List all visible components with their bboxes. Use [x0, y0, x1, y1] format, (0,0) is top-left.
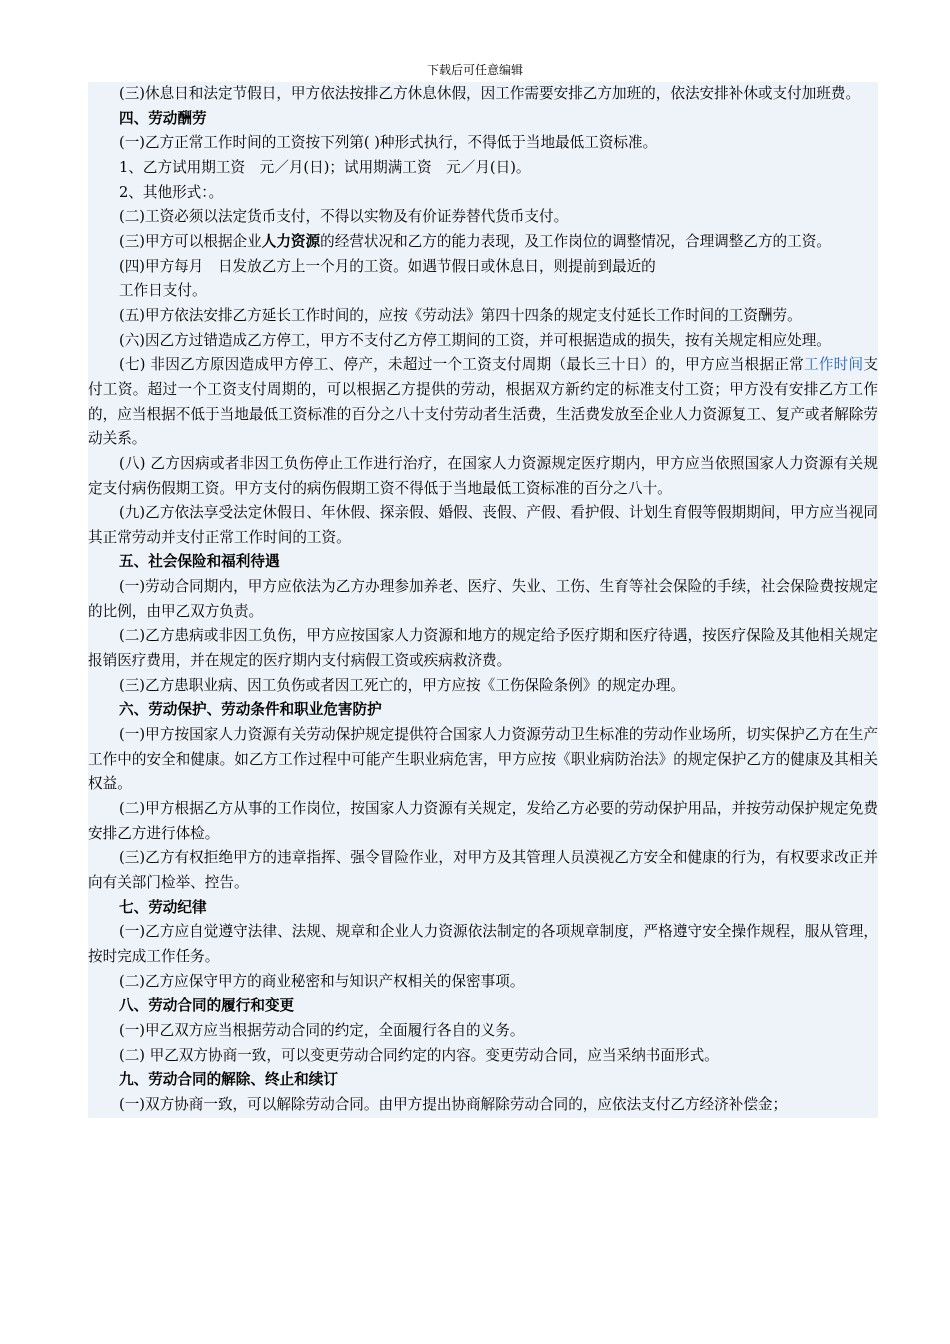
paragraph: (二)工资必须以法定货币支付，不得以实物及有价证券替代货币支付。	[119, 208, 569, 226]
paragraph: (一)甲乙双方应当根据劳动合同的约定，全面履行各自的义务。	[119, 1021, 525, 1039]
paragraph: (一)乙方正常工作时间的工资按下列第( )种形式执行，不得低于当地最低工资标准。	[119, 134, 658, 152]
paragraph: 工作日支付。	[119, 282, 207, 300]
paragraph	[88, 353, 878, 452]
paragraph: (三)休息日和法定节假日，甲方依法按排乙方休息休假，因工作需要安排乙方加班的，依法安排补休或支付加班费。	[119, 85, 861, 102]
paragraph: (九)乙方依法享受法定休假日、年休假、探亲假、婚假、丧假、产假、看护假、计划生育假等假期期间，甲方应当视同其正常劳动并支付正常工作时间的工资。	[88, 504, 878, 546]
paragraph-text: 的经营状况和乙方的能力表现，及工作岗位的调整情况，合理调整乙方的工资。	[320, 232, 831, 250]
page-header: 下载后可任意编辑	[426, 63, 523, 77]
paragraph: (三)乙方患职业病、因工负伤或者因工死亡的，甲方应按《工伤保险条例》的规定办理。	[119, 676, 685, 694]
section-heading: 五、社会保险和福利待遇	[119, 553, 280, 571]
paragraph: (二) 甲乙双方协商一致，可以变更劳动合同约定的内容。变更劳动合同，应当采纳书面形式。	[119, 1046, 719, 1064]
document-body	[88, 82, 878, 1118]
paragraph	[88, 230, 878, 255]
paragraph: (二)乙方应保守甲方的商业秘密和与知识产权相关的保密事项。	[119, 972, 525, 990]
section-heading: 四、劳动酬劳	[119, 109, 207, 127]
paragraph: (六)因乙方过错造成乙方停工，甲方不支付乙方停工期间的工资，并可根据造成的损失，按有关规定相应处理。	[119, 331, 831, 349]
paragraph: 2、其他形式：。	[119, 183, 224, 201]
work-time-link[interactable]: 工作时间	[803, 356, 864, 374]
paragraph: (一)双方协商一致，可以解除劳动合同。由甲方提出协商解除劳动合同的，应依法支付乙方经济补偿金；	[119, 1095, 788, 1113]
paragraph: (二)甲方根据乙方从事的工作岗位，按国家人力资源有关规定，发给乙方必要的劳动保护用品，并按劳动保护规定免费安排乙方进行体检。	[88, 800, 878, 842]
paragraph: (五)甲方依法安排乙方延长工作时间的，应按《劳动法》第四十四条的规定支付延长工作时间的工资酬劳。	[119, 306, 802, 324]
bold-keyword: 人力资源	[261, 232, 321, 250]
paragraph: (八) 乙方因病或者非因工负伤停止工作进行治疗，在国家人力资源规定医疗期内，甲方应当依照国家人力资源有关规定支付病伤假期工资。甲方支付的病伤假期工资不得低于当地最低工资标准的百分之八十。	[88, 454, 878, 497]
paragraph: 1、乙方试用期工资 元／月(日)；试用期满工资 元／月(日)。	[119, 158, 531, 176]
section-heading: 七、劳动纪律	[119, 898, 207, 916]
paragraph: (一)乙方应自觉遵守法律、法规、规章和企业人力资源依法制定的各项规章制度，严格遵守安全操作规程，服从管理，按时完成工作任务。	[88, 923, 878, 965]
section-heading: 九、劳动合同的解除、终止和续订	[119, 1071, 338, 1089]
paragraph: (二)乙方患病或非因工负伤，甲方应按国家人力资源和地方的规定给予医疗期和医疗待遇，按医疗保险及其他相关规定报销医疗费用，并在规定的医疗期内支付病假工资或疾病救济费。	[88, 627, 878, 670]
paragraph: (三)乙方有权拒绝甲方的违章指挥、强令冒险作业，对甲方及其管理人员漠视乙方安全和健康的行为，有权要求改正并向有关部门检举、控告。	[88, 849, 878, 891]
paragraph-text: (七) 非因乙方原因造成甲方停工、停产，未超过一个工资支付周期（最长三十日）的，甲方应当根据正常	[119, 356, 804, 374]
paragraph-text: (三)甲方可以根据企业	[119, 232, 262, 250]
paragraph: (一)甲方按国家人力资源有关劳动保护规定提供符合国家人力资源劳动卫生标准的劳动作业场所，切实保护乙方在生产工作中的安全和健康。如乙方工作过程中可能产生职业病危害，甲方应按《职业病防治法》的规定保护乙方的健康及其相关权益。	[88, 726, 878, 793]
paragraph-text: 支付工资。超过一个工资支付周期的，可以根据乙方提供的劳动，根据双方新约定的标准支付工资；甲方没有安排乙方工作的，应当根据不低于当地最低工资标准的百分之八十支付劳动者生活费，生活费发放至企业人力资源复工、复产或者解除劳动关系。	[88, 356, 878, 448]
section-heading: 八、劳动合同的履行和变更	[119, 997, 295, 1015]
paragraph: (四)甲方每月 日发放乙方上一个月的工资。如遇节假日或休息日，则提前到最近的	[119, 257, 656, 275]
paragraph: (一)劳动合同期内，甲方应依法为乙方办理参加养老、医疗、失业、工伤、生育等社会保险的手续，社会保险费按规定的比例，由甲乙双方负责。	[88, 578, 878, 620]
section-heading: 六、劳动保护、劳动条件和职业危害防护	[119, 701, 382, 719]
